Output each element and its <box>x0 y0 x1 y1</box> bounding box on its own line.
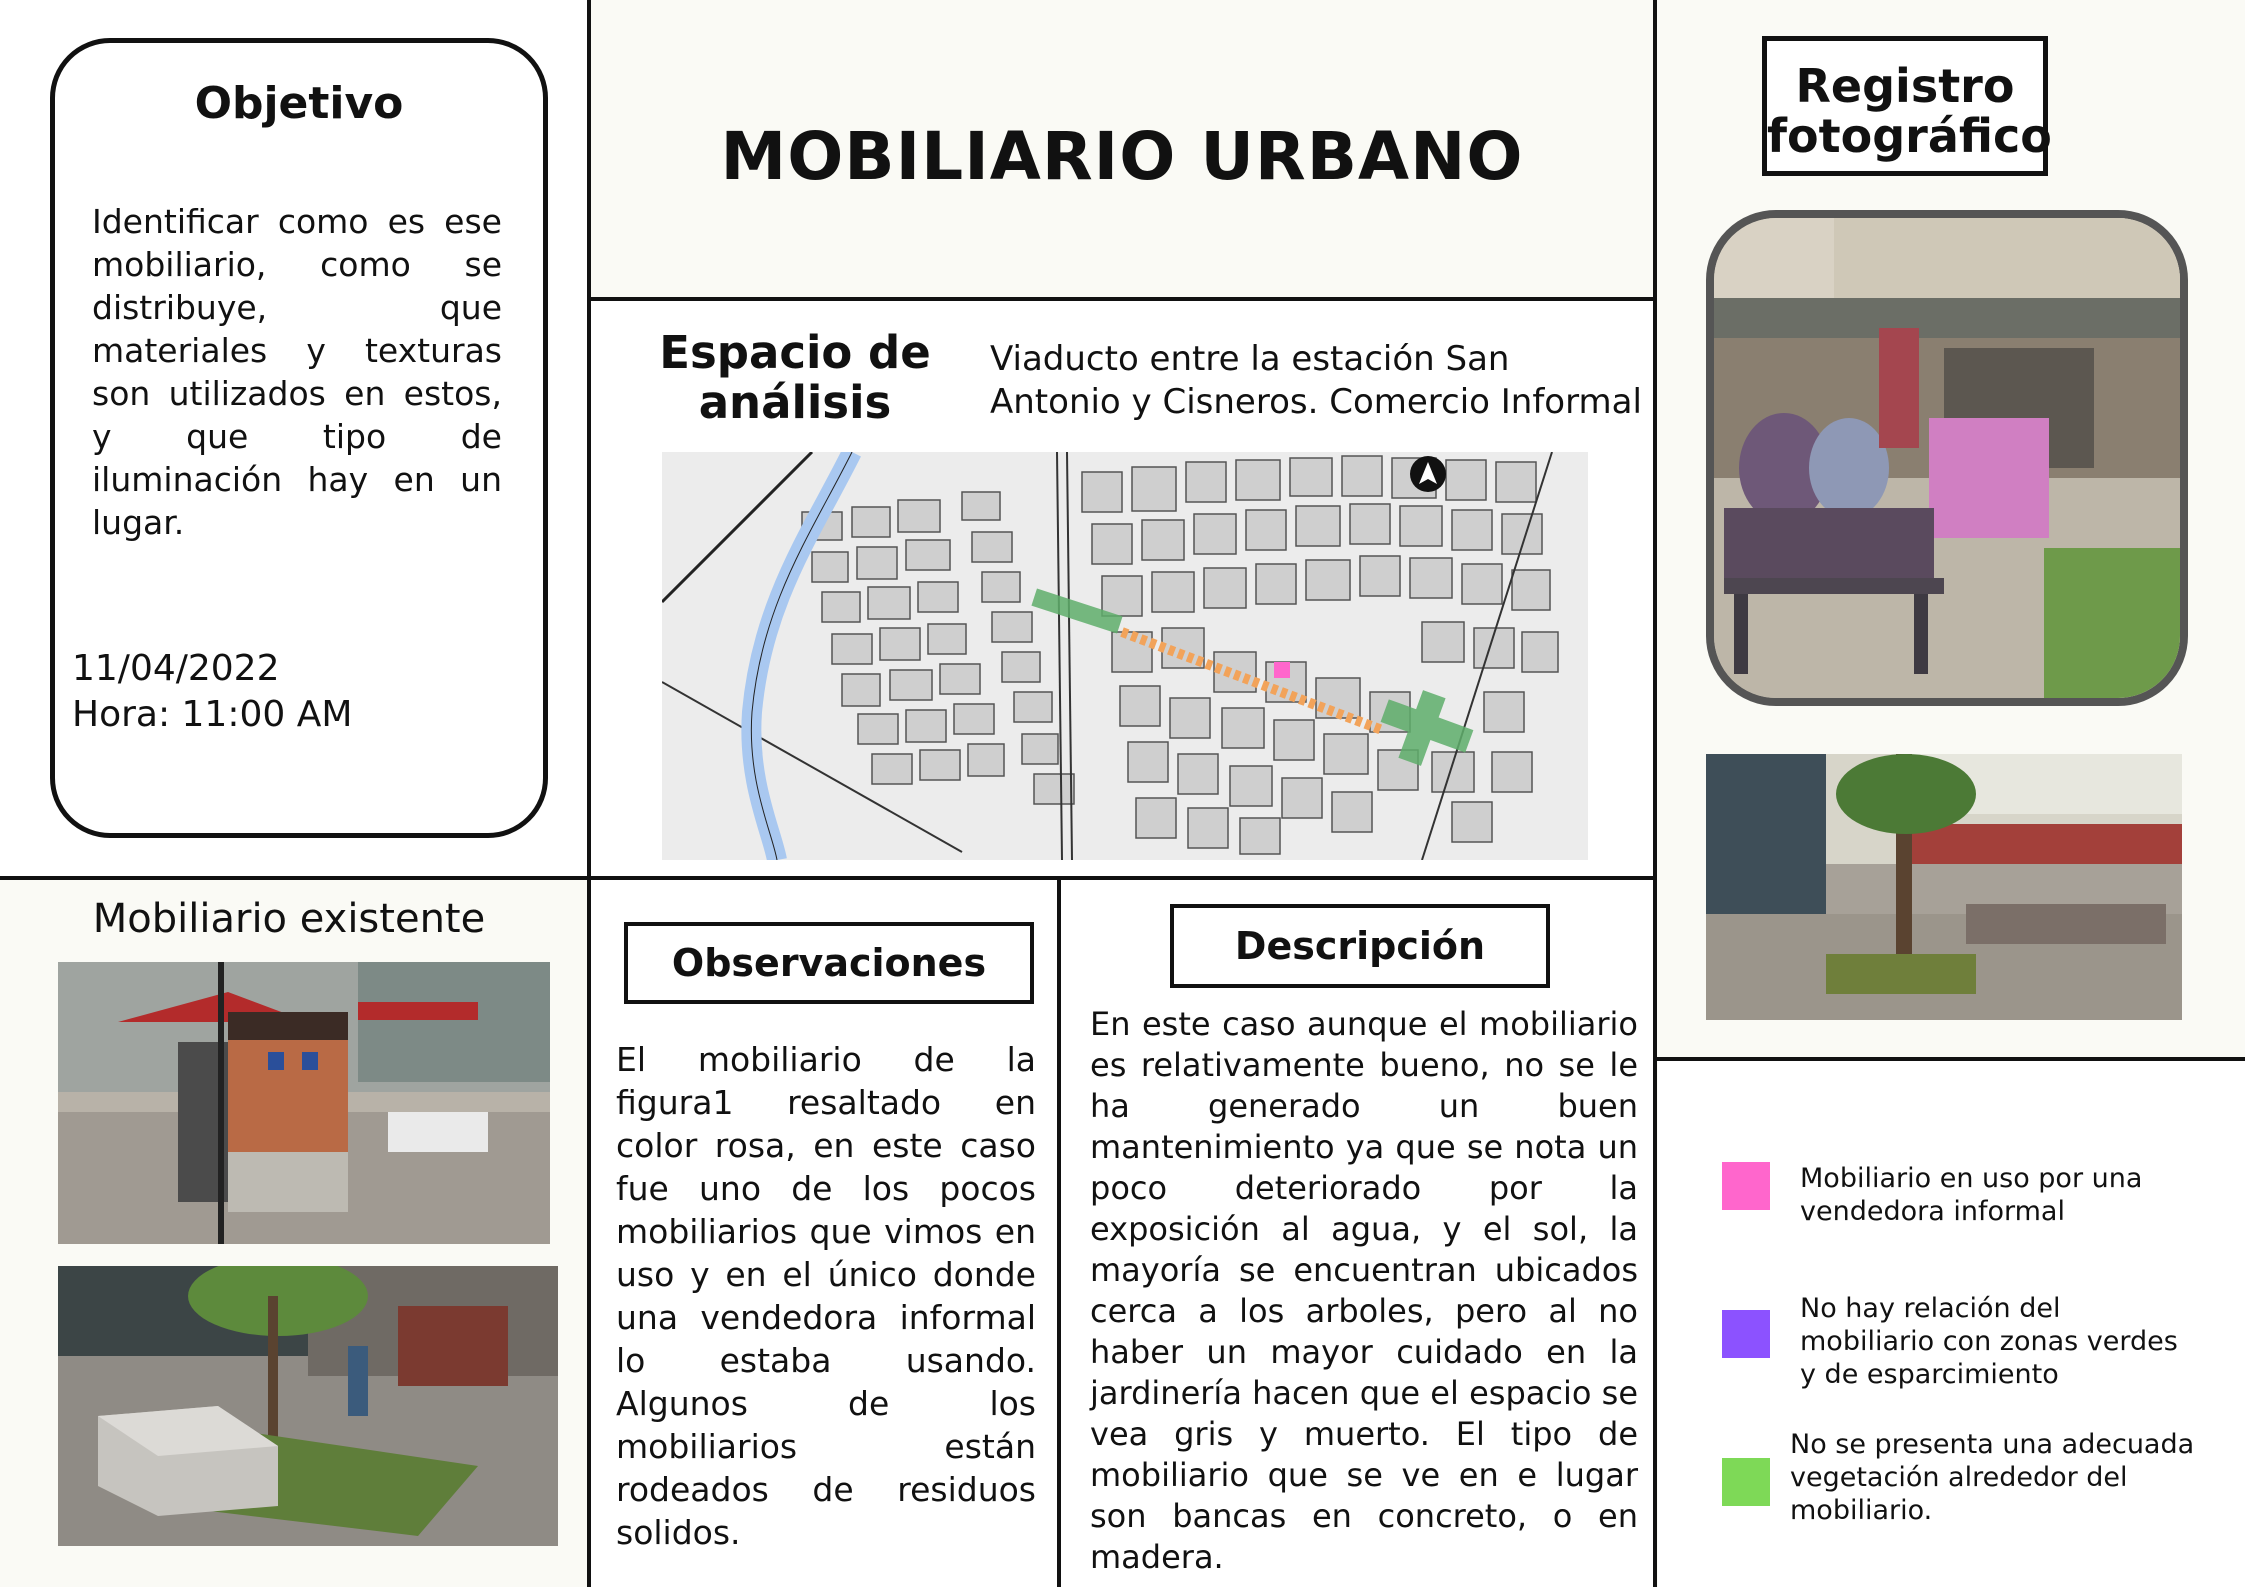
espacio-description-line1: Viaducto entre la estación San <box>990 339 1510 379</box>
mobiliario-heading: Mobiliario existente <box>92 896 486 942</box>
legend-swatch-green <box>1722 1458 1770 1506</box>
photo-plaza-arbol <box>1706 754 2182 1020</box>
divider-title <box>587 297 1657 301</box>
legend-swatch-pink <box>1722 1162 1770 1210</box>
divider-middle <box>0 876 1657 880</box>
photo-vendedora <box>1706 210 2188 706</box>
divider-legend <box>1653 1057 2245 1061</box>
descripcion-text: En este caso aunque el mobiliario es relativamente bueno, no se le ha generado un buen mantenimiento ya que se nota un poco deteriorado por la exposición al agua, y el sol, la mayoría se encuentran ubicados cerca a los arboles, pero al no haber un mayor cuidado en la jardinería hacen que el espacio se vea gris y muerto. El tipo de mobiliario que se ve en e lugar son bancas en concreto, o en madera. <box>1090 1005 1638 1576</box>
site-map <box>662 452 1588 860</box>
page-title: MOBILIARIO URBANO <box>720 118 1524 195</box>
divider-left <box>587 0 591 1587</box>
photo-vendedora-scene <box>1714 218 2180 698</box>
objetivo-date: 11/04/2022 <box>72 648 280 689</box>
espacio-description <box>990 338 1642 424</box>
legend-text-pink: Mobiliario en uso por una vendedora informal <box>1800 1163 2143 1227</box>
objetivo-time: Hora: 11:00 AM <box>72 694 353 735</box>
espacio-heading <box>640 328 950 428</box>
registro-heading-line1: Registro <box>1795 59 2015 113</box>
photo-kiosko <box>58 962 550 1244</box>
descripcion-heading: Descripción <box>1170 904 1550 988</box>
map-pink-marker <box>1274 662 1290 678</box>
legend-text-green: No se presenta una adecuada vegetación alrededor del mobiliario. <box>1790 1429 2195 1526</box>
legend-text-purple: No hay relación del mobiliario con zonas verdes y de esparcimiento <box>1800 1293 2178 1390</box>
observaciones-heading: Observaciones <box>624 922 1034 1004</box>
espacio-heading-line1: Espacio de <box>659 326 931 379</box>
objetivo-heading: Objetivo <box>194 78 404 129</box>
observaciones-text: El mobiliario de la figura1 resaltado en color rosa, en este caso fue uno de los pocos mobiliarios que vimos en uso y en el único donde una vendedora informal lo estaba usando. Algunos de los mobiliarios están rodeados de residuos solidos. <box>616 1040 1036 1552</box>
registro-heading-line2: fotográfico <box>1767 109 2052 163</box>
objetivo-text: Identificar como es ese mobiliario, como se distribuye, que materiales y texturas son utilizados en estos, y que tipo de iluminación hay en un lugar. <box>92 202 502 542</box>
photo-banca-concreto <box>58 1266 558 1546</box>
divider-right <box>1653 0 1657 1587</box>
espacio-description-line2: Antonio y Cisneros. Comercio Informal <box>990 382 1642 422</box>
legend-swatch-purple <box>1722 1310 1770 1358</box>
north-arrow-icon <box>1410 456 1446 492</box>
espacio-heading-line2: análisis <box>698 376 892 429</box>
registro-heading <box>1762 36 2052 176</box>
divider-bottom-middle <box>1057 876 1061 1587</box>
